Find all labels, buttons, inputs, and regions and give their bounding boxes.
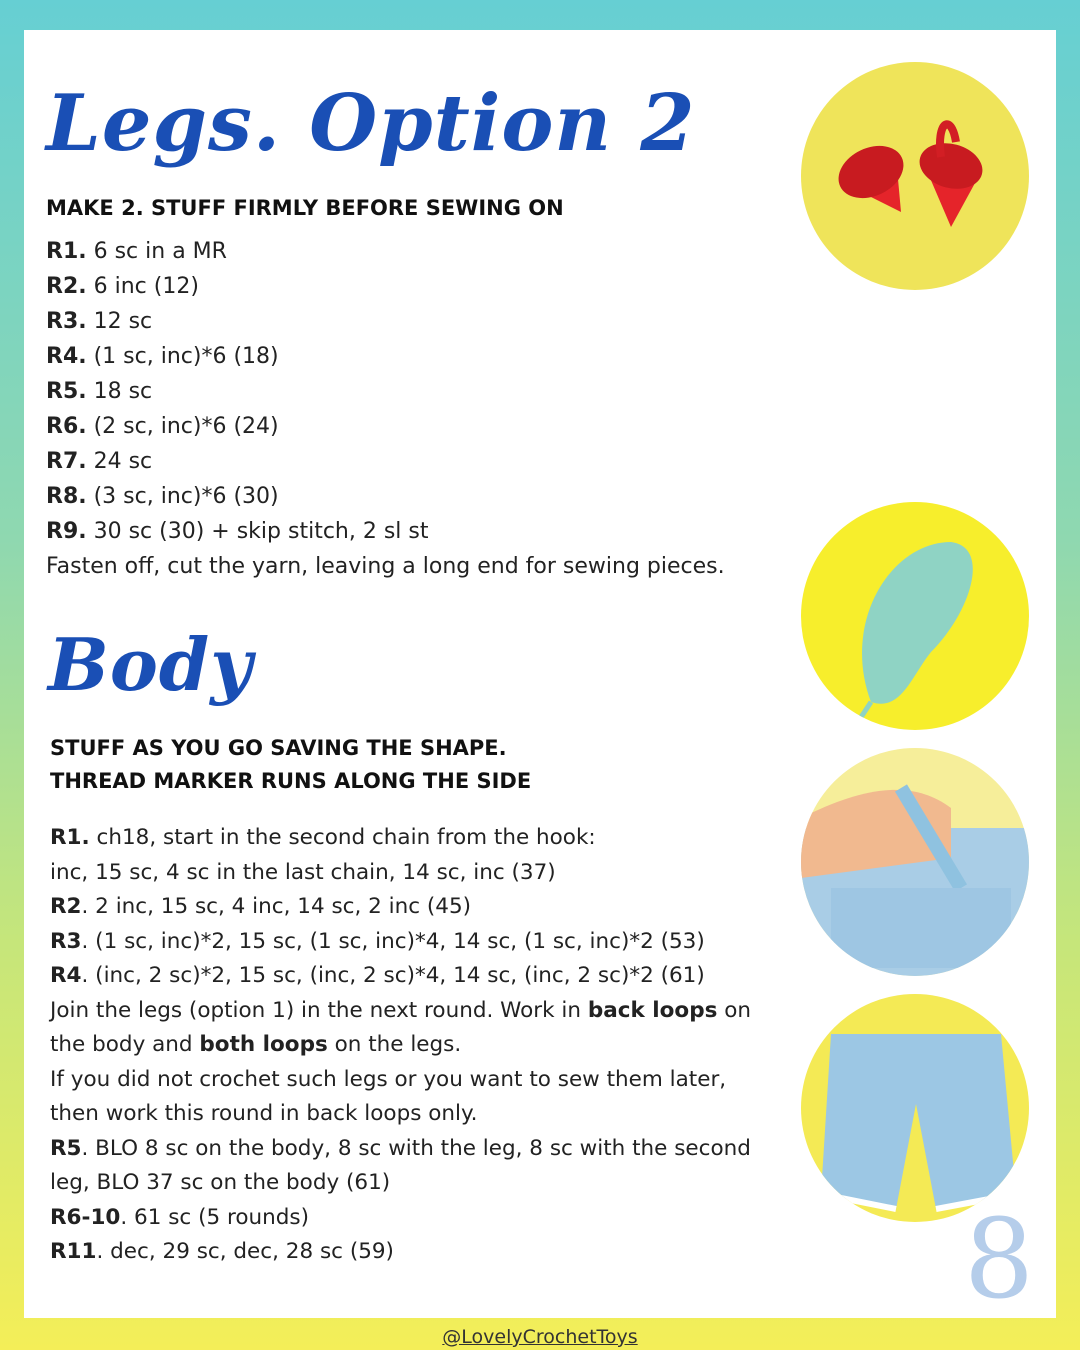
legs-subhead: MAKE 2. STUFF FIRMLY BEFORE SEWING ON: [46, 196, 564, 220]
round-text: 12 sc: [86, 309, 153, 334]
body-line: [50, 890, 751, 925]
legs-line: [46, 374, 725, 409]
round-label: R2: [50, 894, 82, 919]
round-text: (1 sc, inc)*6 (18): [86, 344, 279, 369]
credit-link[interactable]: @LovelyCrochetToys: [442, 1326, 638, 1348]
photo-crochet-in-progress: [801, 748, 1029, 976]
page-number: 8: [964, 1195, 1034, 1323]
round-text: . dec, 29 sc, dec, 28 sc (59): [96, 1239, 394, 1264]
round-label: R9.: [46, 519, 87, 544]
round-text: then work this round in back loops only.: [50, 1101, 478, 1126]
round-label: R5: [50, 1135, 82, 1161]
body-line: [50, 821, 751, 856]
body-line: [50, 1235, 751, 1270]
round-label: R3.: [46, 309, 87, 334]
body-line: [50, 1201, 751, 1236]
round-text: 18 sc: [86, 379, 153, 404]
round-label: both loops: [199, 1032, 328, 1057]
legs-line: [46, 269, 725, 304]
legs-line: [46, 304, 725, 339]
round-text: the body and: [50, 1032, 200, 1057]
body-line: [50, 959, 751, 994]
round-text: . 61 sc (5 rounds): [120, 1204, 309, 1230]
legs-line: [46, 479, 725, 514]
body-title: Body: [48, 622, 254, 707]
round-text: 30 sc (30) + skip stitch, 2 sl st: [86, 519, 429, 544]
round-label: R4.: [46, 344, 87, 369]
photo-red-legs: [801, 62, 1029, 290]
legs-line: [46, 339, 725, 374]
round-text: Fasten off, cut the yarn, leaving a long end for sewing pieces.: [46, 554, 725, 579]
legs-line: [46, 549, 725, 584]
body-line: [50, 1028, 751, 1063]
legs-title: Legs. Option 2: [46, 78, 696, 169]
legs-line: [46, 409, 725, 444]
legs-line: [46, 444, 725, 479]
round-label: R1.: [50, 825, 90, 850]
photo-blue-sole: [801, 502, 1029, 730]
body-line: [50, 925, 751, 960]
round-label: R6.: [46, 414, 87, 439]
round-text: . (inc, 2 sc)*2, 15 sc, (inc, 2 sc)*4, 14 sc, (inc, 2 sc)*2 (61): [81, 963, 705, 988]
round-label: R1.: [46, 239, 87, 264]
legs-line: [46, 234, 725, 269]
round-text: (2 sc, inc)*6 (24): [86, 414, 279, 439]
round-label: R8.: [46, 484, 87, 509]
page-card: [24, 30, 1056, 1323]
round-text: (3 sc, inc)*6 (30): [86, 484, 279, 509]
round-text: If you did not crochet such legs or you want to sew them later,: [50, 1066, 727, 1092]
round-text: 6 sc in a MR: [86, 239, 227, 264]
body-line: [50, 1097, 751, 1132]
round-text: Join the legs (option 1) in the next round. Work in: [50, 997, 588, 1023]
body-line: [50, 1132, 751, 1167]
round-text: 6 inc (12): [86, 274, 199, 299]
round-label: R5.: [46, 379, 87, 404]
body-line: [50, 856, 751, 891]
round-text: . (1 sc, inc)*2, 15 sc, (1 sc, inc)*4, 14 sc, (1 sc, inc)*2 (53): [81, 928, 705, 954]
round-label: R4: [50, 963, 82, 988]
body-instructions: [50, 821, 751, 1270]
round-text: . BLO 8 sc on the body, 8 sc with the leg, 8 sc with the second: [81, 1135, 751, 1161]
round-label: R11: [50, 1239, 97, 1264]
body-subhead-1: STUFF AS YOU GO SAVING THE SHAPE.: [50, 736, 507, 760]
legs-instructions: [46, 234, 725, 584]
round-label: back loops: [587, 997, 718, 1023]
round-text: on the legs.: [327, 1032, 462, 1057]
photo-blue-pants: [801, 994, 1029, 1222]
round-text: on: [717, 997, 752, 1023]
round-text: 24 sc: [86, 449, 153, 474]
round-label: R7.: [46, 449, 87, 474]
round-text: ch18, start in the second chain from the hook:: [89, 825, 596, 850]
body-line: [50, 1063, 751, 1098]
body-line: [50, 1166, 751, 1201]
round-label: R6-10: [50, 1204, 121, 1230]
round-label: R3: [50, 928, 82, 954]
round-text: inc, 15 sc, 4 sc in the last chain, 14 sc, inc (37): [50, 859, 556, 885]
legs-line: [46, 514, 725, 549]
round-text: leg, BLO 37 sc on the body (61): [50, 1170, 391, 1195]
body-line: [50, 994, 751, 1029]
round-label: R2.: [46, 274, 87, 299]
round-text: . 2 inc, 15 sc, 4 inc, 14 sc, 2 inc (45): [81, 894, 472, 919]
body-subhead-2: THREAD MARKER RUNS ALONG THE SIDE: [50, 769, 532, 793]
